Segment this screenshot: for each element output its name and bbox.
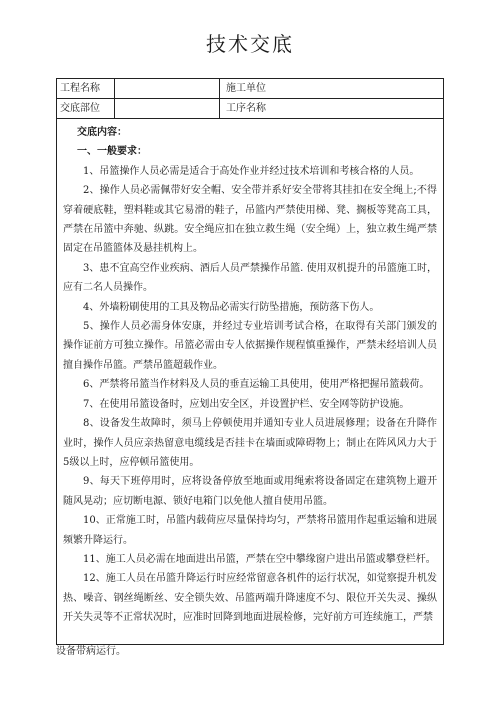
requirement-item: 6、严禁将吊篮当作材料及人员的垂直运输工具使用，使用严格把握吊篮载荷。 [83, 379, 430, 391]
content-continuation: 设备带病运行。 [56, 646, 126, 657]
page-title: 技术交底 [206, 32, 294, 56]
disclosure-form [56, 78, 444, 645]
requirement-item: 1、吊篮操作人员必需是适合于高处作业并经过技术培训和考核合格的人员。 [83, 165, 420, 177]
project-name-label: 工程名称 [60, 83, 100, 94]
process-name-label: 工序名称 [226, 103, 266, 114]
column-divider [114, 79, 115, 119]
content-heading: 交底内容： [77, 127, 127, 138]
department-label: 交底部位 [60, 103, 100, 114]
requirement-item: 12、施工人员在吊篮升降运行时应经常留意各机件的运行状况，如觉察提升机发热、噪音、钢丝绳断丝、安全锁失效、吊篮两端升降速度不匀、限位开关失灵、操纵开关失灵等不正常状况时，应准时回降到地面进展检修，完好前方可连续施工，严禁 [63, 573, 437, 624]
requirement-item: 9、每天下班停用时，应将设备停放至地面或用绳索将设备固定在建筑物上避开随风晃动；应切断电源、锁好电箱门以免他人擅自使用吊篮。 [63, 476, 437, 507]
requirement-item: 11、施工人员必需在地面进出吊篮，严禁在空中攀缘窗户进出吊篮或攀登栏杆。 [83, 553, 436, 565]
requirement-item: 7、在使用吊篮设备时，应划出安全区，并设置护栏、安全网等防护设施。 [83, 398, 410, 410]
requirement-item: 4、外墙粉刷使用的工具及物品必需实行防坠措施，预防落下伤人。 [83, 301, 380, 313]
requirement-item: 2、操作人员必需佩带好安全帽、安全带并系好安全带将其挂扣在安全绳上;不得穿着硬底鞋，塑料鞋或其它易滑的鞋子，吊篮内严禁使用梯、凳、搁板等凳高工具，严禁在吊篮中奔驰、纵跳。安全绳应扣在独立救生绳（安全绳）上，独立救生绳严禁固定在吊篮篮体及悬挂机构上。 [63, 185, 437, 255]
disclosure-content [63, 123, 437, 628]
construction-unit-label: 施工单位 [226, 83, 266, 94]
section-heading: 一、一般要求： [77, 146, 147, 158]
requirement-item: 3、患不宜高空作业疾病、酒后人员严禁操作吊篮. 使用双机提升的吊篮施工时，应有二名人员操作。 [63, 262, 437, 294]
requirement-item: 5、操作人员必需身体安康，并经过专业培训考试合格，在取得有关部门颁发的操作证前方可独立操作。吊篮必需由专人依据操作规程慎重操作，严禁未经培训人员擅自操作吊篮。严禁吊篮超载作业。 [63, 321, 437, 371]
requirement-item: 8、设备发生故障时，须马上停顿使用并通知专业人员进展修理；设备在升降作业时，操作人员应亲热留意电缆线是否挂卡在墙面或障碍物上；制止在阵风风力大于5级以上时，应停顿吊篮使用。 [63, 418, 437, 468]
requirement-item: 10、正常施工时，吊篮内载荷应尽量保持均匀，严禁将吊篮用作起重运输和进展频繁升降运行。 [63, 515, 437, 546]
column-divider [219, 79, 220, 119]
